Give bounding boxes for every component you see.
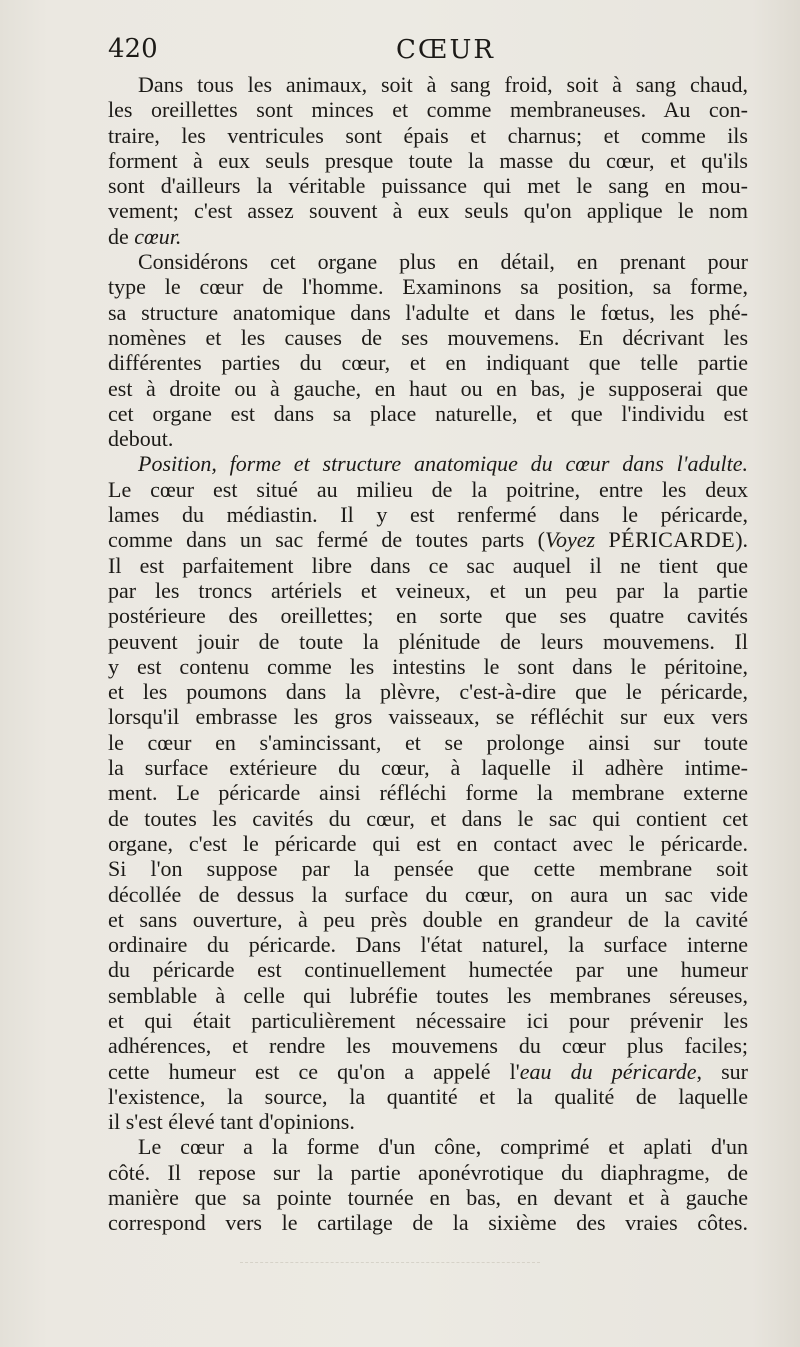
text-line: il s'est élevé tant d'opinions. (108, 1109, 355, 1135)
page-number: 420 (108, 34, 158, 64)
text-line: par les troncs artériels et veineux, et un peu par la partie (108, 577, 748, 603)
text-line: y est contenu comme les intestins le sont dans le péritoine, (108, 653, 748, 679)
text-line: ordinaire du péricarde. Dans l'état naturel, la surface interne (108, 932, 748, 958)
italic-term: Voyez (544, 527, 596, 553)
text-line: Dans tous les animaux, soit à sang froid, soit à sang chaud, (138, 72, 748, 97)
italic-term: eau du péricarde (519, 1058, 697, 1084)
cross-reference: PÉRICARDE (608, 527, 736, 553)
text-line: et sans ouverture, à peu près double en grandeur de la cavité (108, 906, 748, 932)
running-title: CŒUR (396, 35, 495, 65)
text-line: lames du médiastin. Il y est renfermé dans le péricarde, (108, 502, 748, 528)
text-line: correspond vers le cartilage de la sixième des vraies côtes. (108, 1210, 748, 1236)
text-line: traire, les ventricules sont épais et charnus; et comme ils (108, 122, 748, 148)
text-line: vement; c'est assez souvent à eux seuls qu'on applique le nom (108, 198, 748, 224)
text-fragment: comme dans un sac fermé de toutes parts ( (108, 527, 545, 553)
text-line: type le cœur de l'homme. Examinons sa position, sa forme, (108, 274, 748, 300)
text-line: le cœur en s'amincissant, et se prolonge ainsi sur toute (108, 729, 748, 755)
text-line: Le cœur est situé au milieu de la poitrine, entre les deux (108, 476, 748, 502)
text-fragment: , sur (696, 1058, 748, 1084)
text-line: les oreillettes sont minces et comme membraneuses. Au con- (108, 97, 748, 123)
text-line: Si l'on suppose par la pensée que cette membrane soit (108, 856, 748, 882)
text-line: et les poumons dans la plèvre, c'est-à-dire que le péricarde, (108, 679, 748, 705)
text-line: forment à eux seuls presque toute la masse du cœur, et qu'ils (108, 147, 748, 173)
page-bottom-rule (240, 1262, 540, 1264)
text-line: de toutes les cavités du cœur, et dans le sac qui contient cet (108, 805, 748, 831)
text-line: est à droite ou à gauche, en haut ou en bas, je supposerai que (108, 375, 748, 401)
text-line: et qui était particulièrement nécessaire ici pour prévenir les (108, 1007, 748, 1033)
text-fragment: de (108, 223, 129, 249)
text-fragment: ). (735, 527, 748, 553)
text-line: sa structure anatomique dans l'adulte et dans le fœtus, les phé- (108, 299, 748, 325)
text-line (108, 527, 748, 552)
text-line: manière que sa pointe tournée en bas, en devant et à gauche (108, 1185, 748, 1211)
text-line: ment. Le péricarde ainsi réfléchi forme la membrane externe (108, 780, 748, 806)
text-line: nomènes et les causes de ses mouvemens. En décrivant les (108, 324, 748, 350)
text-line: sont d'ailleurs la véritable puissance qui met le sang en mou- (108, 173, 748, 199)
text-line (108, 224, 748, 249)
text-line: du péricarde est continuellement humectée par une humeur (108, 957, 748, 983)
body-text (108, 72, 748, 1236)
text-line: debout. (108, 426, 174, 452)
text-line: Considérons cet organe plus en détail, en prenant pour (138, 249, 748, 275)
text-line: Il est parfaitement libre dans ce sac auquel il ne tient que (108, 552, 748, 578)
text-line: adhérences, et rendre les mouvemens du cœur plus faciles; (108, 1033, 748, 1059)
text-line: lorsqu'il embrasse les gros vaisseaux, se réfléchit sur eux vers (108, 704, 748, 730)
text-line: postérieure des oreillettes; en sorte que ses quatre cavités (108, 603, 748, 629)
text-line: organe, c'est le péricarde qui est en contact avec le péricarde. (108, 830, 748, 856)
text-line: la surface extérieure du cœur, à laquelle il adhère intime- (108, 755, 748, 781)
text-fragment: cette humeur est ce qu'on a appelé l' (108, 1058, 520, 1084)
text-line: peuvent jouir de toute la plénitude de leurs mouvemens. Il (108, 628, 748, 654)
italic-term: cœur. (134, 223, 182, 249)
text-line: l'existence, la source, la quantité et la qualité de laquelle (108, 1083, 748, 1109)
text-line: cet organe est dans sa place naturelle, et que l'individu est (108, 400, 748, 426)
text-line: décollée de dessus la surface du cœur, on aura un sac vide (108, 881, 748, 907)
text-line (108, 1059, 748, 1084)
text-line: Le cœur a la forme d'un cône, comprimé et aplati d'un (138, 1134, 748, 1160)
text-line: côté. Il repose sur la partie aponévrotique du diaphragme, de (108, 1159, 748, 1185)
page-header (108, 34, 748, 68)
text-line: différentes parties du cœur, et en indiquant que telle partie (108, 350, 748, 376)
section-heading: Position, forme et structure anatomique du cœur dans l'adulte. (138, 451, 748, 477)
text-line: semblable à celle qui lubréfie toutes les membranes séreuses, (108, 982, 748, 1008)
